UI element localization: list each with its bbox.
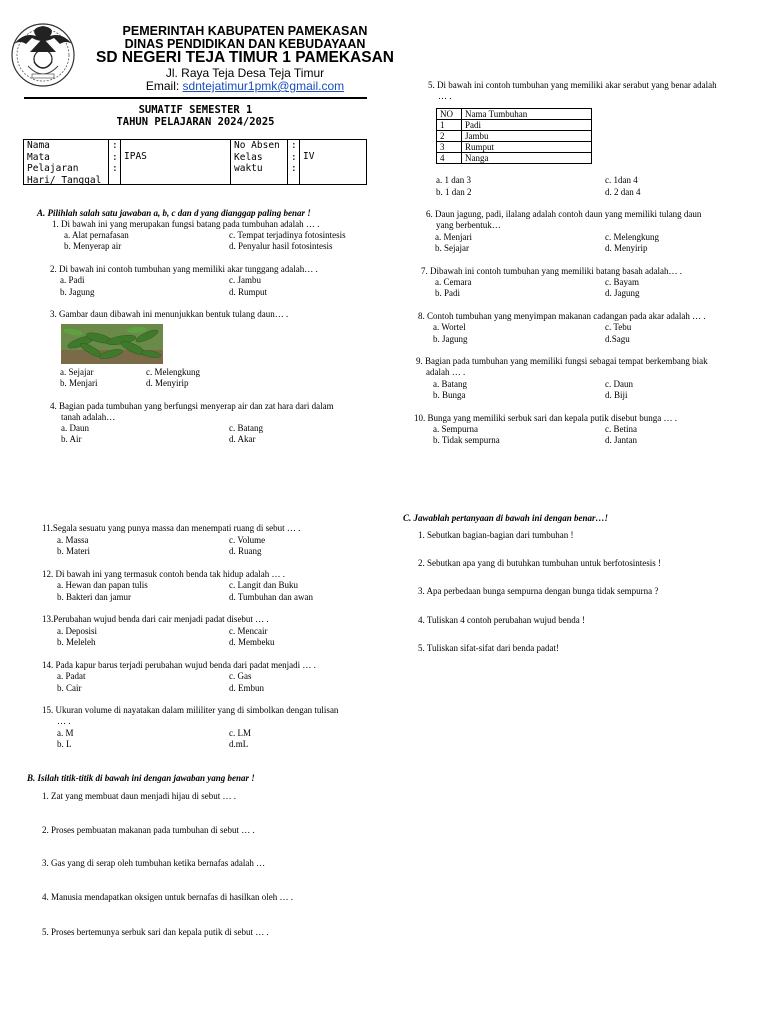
question-12: 12. Di bawah ini yang termasuk contoh benda tak hidup adalah … . xyxy=(42,569,285,579)
essay-5: 5. Tuliskan sifat-sifat dari benda padat! xyxy=(418,643,559,653)
table-row: 4 Nanga xyxy=(437,153,592,164)
essay-3: 3. Apa perbedaan bunga sempurna dengan bunga tidak sempurna ? xyxy=(418,586,659,596)
option-11a: a. Massa xyxy=(57,535,89,545)
option-3a: a. Sejajar xyxy=(60,367,94,377)
question-7: 7. Dibawah ini contoh tumbuhan yang memiliki batang basah adalah… . xyxy=(421,266,682,276)
school-logo xyxy=(10,22,76,88)
option-12a: a. Hewan dan papan tulis xyxy=(57,580,148,590)
option-1c: c. Tempat terjadinya fotosintesis xyxy=(229,230,346,240)
section-a-title: A. Pilihlah salah satu jawaban a, b, c dan d yang dianggap paling benar ! xyxy=(37,208,311,218)
table-header-row xyxy=(437,109,592,120)
question-5: 5. Di bawah ini contoh tumbuhan yang memiliki akar serabut yang benar adalah xyxy=(428,80,717,90)
option-8d: d.Sagu xyxy=(605,334,630,344)
option-10d: d. Jantan xyxy=(605,435,637,445)
table-header-name: Nama Tumbuhan xyxy=(462,109,592,120)
option-9a: a. Batang xyxy=(433,379,467,389)
question-8: 8. Contoh tumbuhan yang menyimpan makanan cadangan pada akar adalah … . xyxy=(418,311,706,321)
question-6-cont: yang berbentuk… xyxy=(436,220,501,230)
subject-value: IPAS xyxy=(124,151,147,162)
option-8b: b. Jagung xyxy=(433,334,468,344)
section-c-title: C. Jawablah pertanyaan di bawah ini dengan benar…! xyxy=(403,513,609,523)
option-3d: d. Menyirip xyxy=(146,378,189,388)
section-b-title: B. Isilah titik-titik di bawah ini dengan jawaban yang benar ! xyxy=(27,773,255,783)
option-3c: c. Melengkung xyxy=(146,367,200,377)
question-3: 3. Gambar daun dibawah ini menunjukkan bentuk tulang daun… . xyxy=(50,309,289,319)
essay-1: 1. Sebutkan bagian-bagian dari tumbuhan ! xyxy=(418,530,574,540)
option-4a: a. Daun xyxy=(61,423,89,433)
option-4d: d. Akar xyxy=(229,434,256,444)
option-13d: d. Membeku xyxy=(229,637,275,647)
question-6: 6. Daun jagung, padi, ilalang adalah contoh daun yang memiliki tulang daun xyxy=(426,209,702,219)
option-5d: d. 2 dan 4 xyxy=(605,187,641,197)
option-13a: a. Deposisi xyxy=(57,626,97,636)
option-2b: b. Jagung xyxy=(60,287,95,297)
option-11c: c. Volume xyxy=(229,535,266,545)
option-15d: d.mL xyxy=(229,739,249,749)
option-6b: b. Sejajar xyxy=(435,243,469,253)
identity-colons-left: : : : xyxy=(109,140,121,184)
exam-year: TAHUN PELAJARAN 2024/2025 xyxy=(116,116,275,128)
question-15-cont: … . xyxy=(57,716,71,726)
student-identity-table xyxy=(23,139,367,185)
option-12d: d. Tumbuhan dan awan xyxy=(229,592,313,602)
fill-in-1: 1. Zat yang membuat daun menjadi hijau di sebut … . xyxy=(42,791,236,801)
question-9-cont: adalah … . xyxy=(426,367,466,377)
option-15a: a. M xyxy=(57,728,74,738)
header-department: DINAS PENDIDIKAN DAN KEBUDAYAAN xyxy=(124,37,366,51)
option-15b: b. L xyxy=(57,739,72,749)
class-value: IV xyxy=(303,151,315,162)
school-name: SD NEGERI TEJA TIMUR 1 PAMEKASAN xyxy=(96,49,394,66)
option-7a: a. Cemara xyxy=(435,277,472,287)
option-4c: c. Batang xyxy=(229,423,263,433)
identity-values-right xyxy=(300,140,366,184)
email-link[interactable]: sdntejatimur1pmk@gmail.com xyxy=(182,79,345,93)
option-10a: a. Sempurna xyxy=(433,424,478,434)
option-11d: d. Ruang xyxy=(229,546,262,556)
essay-2: 2. Sebutkan apa yang di butuhkan tumbuhan untuk berfotosintesis ! xyxy=(418,558,661,568)
essay-4: 4. Tuliskan 4 contoh perubahan wujud benda ! xyxy=(418,615,585,625)
header-divider xyxy=(24,97,367,99)
plant-table xyxy=(436,108,592,164)
option-5a: a. 1 dan 3 xyxy=(436,175,471,185)
question-4-cont: tanah adalah… xyxy=(61,412,116,422)
question-14: 14. Pada kapur barus terjadi perubahan wujud benda dari padat menjadi … . xyxy=(42,660,316,670)
option-5b: b. 1 dan 2 xyxy=(436,187,472,197)
question-5-cont: … . xyxy=(438,91,452,101)
identity-labels-left: Nama Mata Pelajaran Hari/ Tanggal xyxy=(24,140,109,184)
identity-labels-right: No Absen Kelas waktu xyxy=(231,140,288,184)
option-7b: b. Padi xyxy=(435,288,461,298)
option-13b: b. Meleleh xyxy=(57,637,96,647)
leaf-photo xyxy=(61,324,163,364)
option-15c: c. LM xyxy=(229,728,251,738)
option-1a: a. Alat pernafasan xyxy=(64,230,129,240)
school-address: Jl. Raya Teja Desa Teja Timur xyxy=(165,66,325,80)
school-email xyxy=(90,79,400,93)
header-government: PEMERINTAH KABUPATEN PAMEKASAN xyxy=(122,24,368,38)
identity-colons-right: : : : xyxy=(288,140,300,184)
fill-in-4: 4. Manusia mendapatkan oksigen untuk bernafas di hasilkan oleh … . xyxy=(42,892,293,902)
option-2a: a. Padi xyxy=(60,275,85,285)
option-7c: c. Bayam xyxy=(605,277,639,287)
question-11: 11.Segala sesuatu yang punya massa dan menempati ruang di sebut … . xyxy=(42,523,301,533)
question-10: 10. Bunga yang memiliki serbuk sari dan kepala putik disebut bunga … . xyxy=(414,413,677,423)
fill-in-5: 5. Proses bertemunya serbuk sari dan kepala putik di sebut … . xyxy=(42,927,269,937)
option-6d: d. Menyirip xyxy=(605,243,648,253)
option-2c: c. Jambu xyxy=(229,275,261,285)
option-14c: c. Gas xyxy=(229,671,252,681)
option-12c: c. Langit dan Buku xyxy=(229,580,298,590)
question-9: 9. Bagian pada tumbuhan yang memiliki fungsi sebagai tempat berkembang biak xyxy=(416,356,708,366)
option-14d: d. Embun xyxy=(229,683,264,693)
option-3b: b. Menjari xyxy=(60,378,98,388)
email-label: Email: xyxy=(145,79,183,93)
table-row: 3 Rumput xyxy=(437,142,592,153)
table-row: 2 Jambu xyxy=(437,131,592,142)
option-13c: c. Mencair xyxy=(229,626,268,636)
option-9c: c. Daun xyxy=(605,379,633,389)
option-8c: c. Tebu xyxy=(605,322,632,332)
option-14b: b. Cair xyxy=(57,683,82,693)
question-4: 4. Bagian pada tumbuhan yang berfungsi menyerap air dan zat hara dari dalam xyxy=(50,401,334,411)
option-11b: b. Materi xyxy=(57,546,90,556)
question-13: 13.Perubahan wujud benda dari cair menjadi padat disebut … . xyxy=(42,614,269,624)
option-1d: d. Penyalur hasil fotosintesis xyxy=(229,241,333,251)
option-10c: c. Betina xyxy=(605,424,637,434)
option-6c: c. Melengkung xyxy=(605,232,659,242)
table-header-no: NO xyxy=(437,109,462,120)
option-9d: d. Biji xyxy=(605,390,628,400)
identity-values-left xyxy=(121,140,231,184)
table-row: 1 Padi xyxy=(437,120,592,131)
option-8a: a. Wortel xyxy=(433,322,466,332)
option-2d: d. Rumput xyxy=(229,287,268,297)
question-1: 1. Di bawah ini yang merupakan fungsi batang pada tumbuhan adalah … . xyxy=(52,219,320,229)
question-2: 2. Di bawah ini contoh tumbuhan yang memiliki akar tunggang adalah… . xyxy=(50,264,318,274)
exam-title: SUMATIF SEMESTER 1 xyxy=(138,104,253,116)
option-9b: b. Bunga xyxy=(433,390,466,400)
option-4b: b. Air xyxy=(61,434,82,444)
fill-in-3: 3. Gas yang di serap oleh tumbuhan ketika bernafas adalah … xyxy=(42,858,266,868)
fill-in-2: 2. Proses pembuatan makanan pada tumbuhan di sebut … . xyxy=(42,825,255,835)
option-10b: b. Tidak sempurna xyxy=(433,435,500,445)
option-7d: d. Jagung xyxy=(605,288,640,298)
option-5c: c. 1dan 4 xyxy=(605,175,638,185)
option-6a: a. Menjari xyxy=(435,232,472,242)
option-12b: b. Bakteri dan jamur xyxy=(57,592,131,602)
question-15: 15. Ukuran volume di nayatakan dalam mililiter yang di simbolkan dengan tulisan xyxy=(42,705,339,715)
option-1b: b. Menyerap air xyxy=(64,241,122,251)
option-14a: a. Padat xyxy=(57,671,86,681)
